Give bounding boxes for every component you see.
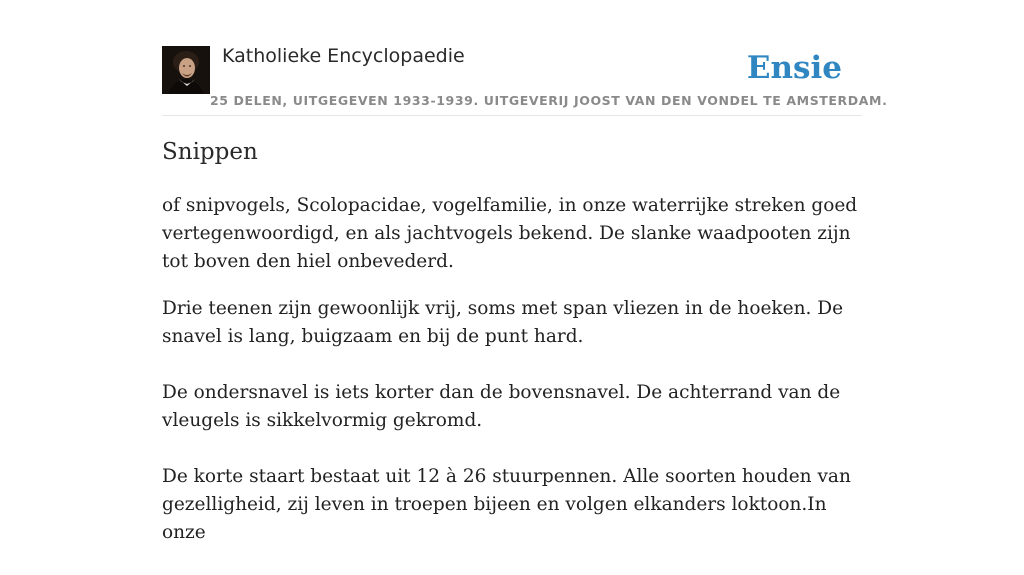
portrait-avatar-icon — [162, 46, 210, 94]
publication-avatar[interactable] — [162, 46, 210, 94]
article-body — [162, 192, 862, 575]
article-paragraph: of snipvogels, Scolopacidae, vogelfamilie, in onze waterrijke streken goed vertegenwoordigd, en als jachtvogels bekend. De slanke waadpooten zijn tot boven den hiel onbevederd. — [162, 195, 858, 272]
publication-title[interactable]: Katholieke Encyclopaedie — [222, 45, 465, 67]
article-paragraph: Drie teenen zijn gewoonlijk vrij, soms met span vliezen in de hoeken. De snavel is lang, buigzaam en bij de punt hard. — [162, 298, 844, 347]
page — [162, 0, 888, 543]
article-paragraph: De korte staart bestaat uit 12 à 26 stuurpennen. Alle soorten houden van gezelligheid, zij leven in troepen bijeen en volgen elkanders loktoon.In onze — [162, 466, 851, 543]
article-title: Snippen — [162, 139, 258, 165]
article-paragraph: De ondersnavel is iets korter dan de bovensnavel. De achterrand van de vleugels is sikkelvormig gekromd. — [162, 382, 841, 431]
ensie-logo-link[interactable]: Ensie — [746, 50, 842, 86]
publication-subtitle: 25 DELEN, UITGEGEVEN 1933-1939. UITGEVERIJ JOOST VAN DEN VONDEL TE AMSTERDAM. — [210, 93, 888, 108]
publication-header — [162, 0, 888, 116]
